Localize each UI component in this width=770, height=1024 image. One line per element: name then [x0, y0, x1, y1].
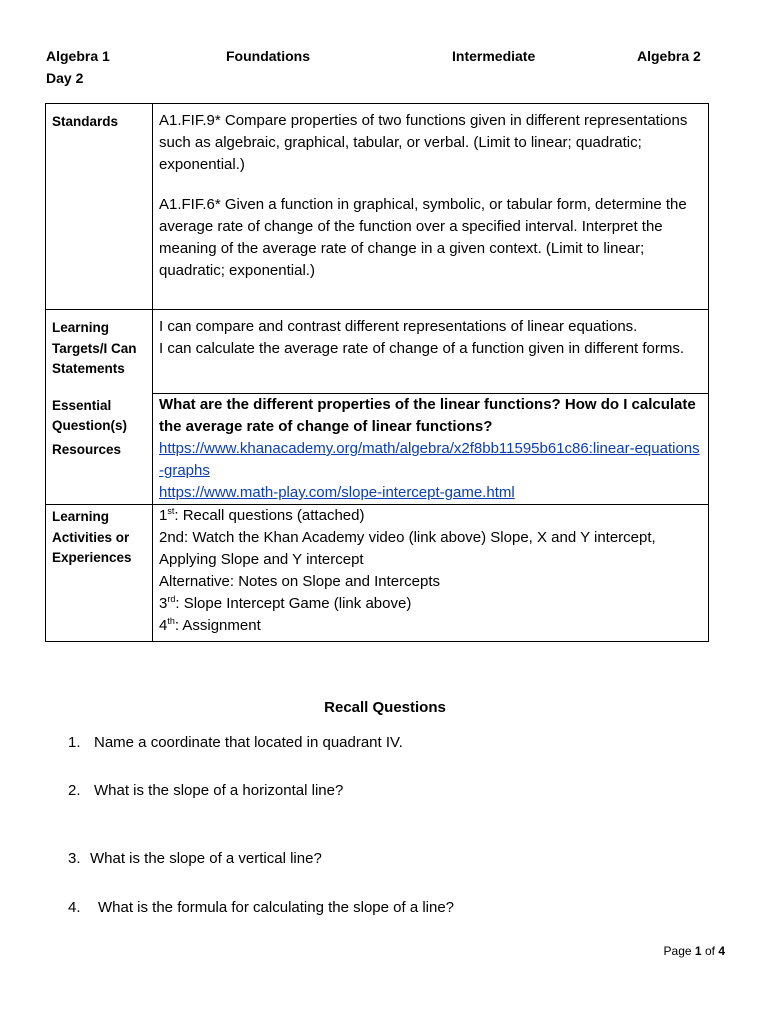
activity-1: 1st: Recall questions (attached) — [159, 506, 365, 524]
standards-row — [46, 104, 709, 310]
activity-3: 3rd: Slope Intercept Game (link above) — [159, 594, 412, 612]
resources-content — [153, 438, 709, 505]
standard-fif9: A1.FIF.9* Compare properties of two functions given in different representations such as algebraic, graphical, tabular, or verbal. (Limit to linear; quadratic; exponential.) — [159, 112, 688, 173]
activity-2: 2nd: Watch the Khan Academy video (link above) Slope, X and Y intercept, Applying Slope and Y intercept — [159, 529, 656, 568]
activity-alternative: Alternative: Notes on Slope and Intercepts — [159, 573, 441, 590]
activities-label: Learning Activities or Experiences — [46, 505, 153, 642]
standards-content — [153, 104, 709, 310]
header-level-algebra2: Algebra 2 — [637, 48, 701, 64]
target-line-1: I can compare and contrast different representations of linear equations. — [159, 318, 638, 335]
question-4: 4. What is the formula for calculating the slope of a line? — [68, 899, 455, 916]
targets-row — [46, 310, 709, 394]
resources-label: Resources — [46, 438, 153, 505]
activities-row — [46, 505, 709, 642]
question-3: 3. What is the slope of a vertical line? — [68, 850, 322, 867]
math-play-link[interactable]: https://www.math-play.com/slope-intercept-game.html — [159, 484, 515, 501]
lesson-plan-table — [45, 103, 709, 642]
standards-label: Standards — [46, 104, 153, 310]
page-footer: Page 1 of 4 — [663, 944, 725, 958]
recall-questions-title: Recall Questions — [324, 699, 446, 716]
activities-content — [153, 505, 709, 642]
target-line-2: I can calculate the average rate of change of a function given in different forms. — [159, 340, 685, 357]
question-2: 2. What is the slope of a horizontal line? — [68, 782, 344, 799]
resources-row — [46, 438, 709, 505]
essential-question: What are the different properties of the linear functions? How do I calculate the average rate of change of linear functions? — [153, 394, 709, 439]
khan-academy-link[interactable]: https://www.khanacademy.org/math/algebra/x2f8bb11595b61c86:linear-equations-graphs — [159, 440, 700, 479]
header-day: Day 2 — [46, 70, 84, 86]
header-level-foundations: Foundations — [226, 48, 310, 64]
targets-label: Learning Targets/I Can Statements — [46, 310, 153, 394]
header-level-intermediate: Intermediate — [452, 48, 536, 64]
activity-4: 4th: Assignment — [159, 616, 261, 634]
question-1: 1. Name a coordinate that located in quadrant IV. — [68, 734, 403, 751]
standard-fif6: A1.FIF.6* Given a function in graphical, symbolic, or tabular form, determine the average rate of change of the function over a specified interval. Interpret the meaning of the average rate of change in a given context. (Limit to linear; quadratic; exponential.) — [159, 196, 687, 279]
essential-row — [46, 394, 709, 439]
targets-content — [153, 310, 709, 394]
header-course: Algebra 1 — [46, 48, 110, 64]
essential-label: Essential Question(s) — [46, 394, 153, 439]
